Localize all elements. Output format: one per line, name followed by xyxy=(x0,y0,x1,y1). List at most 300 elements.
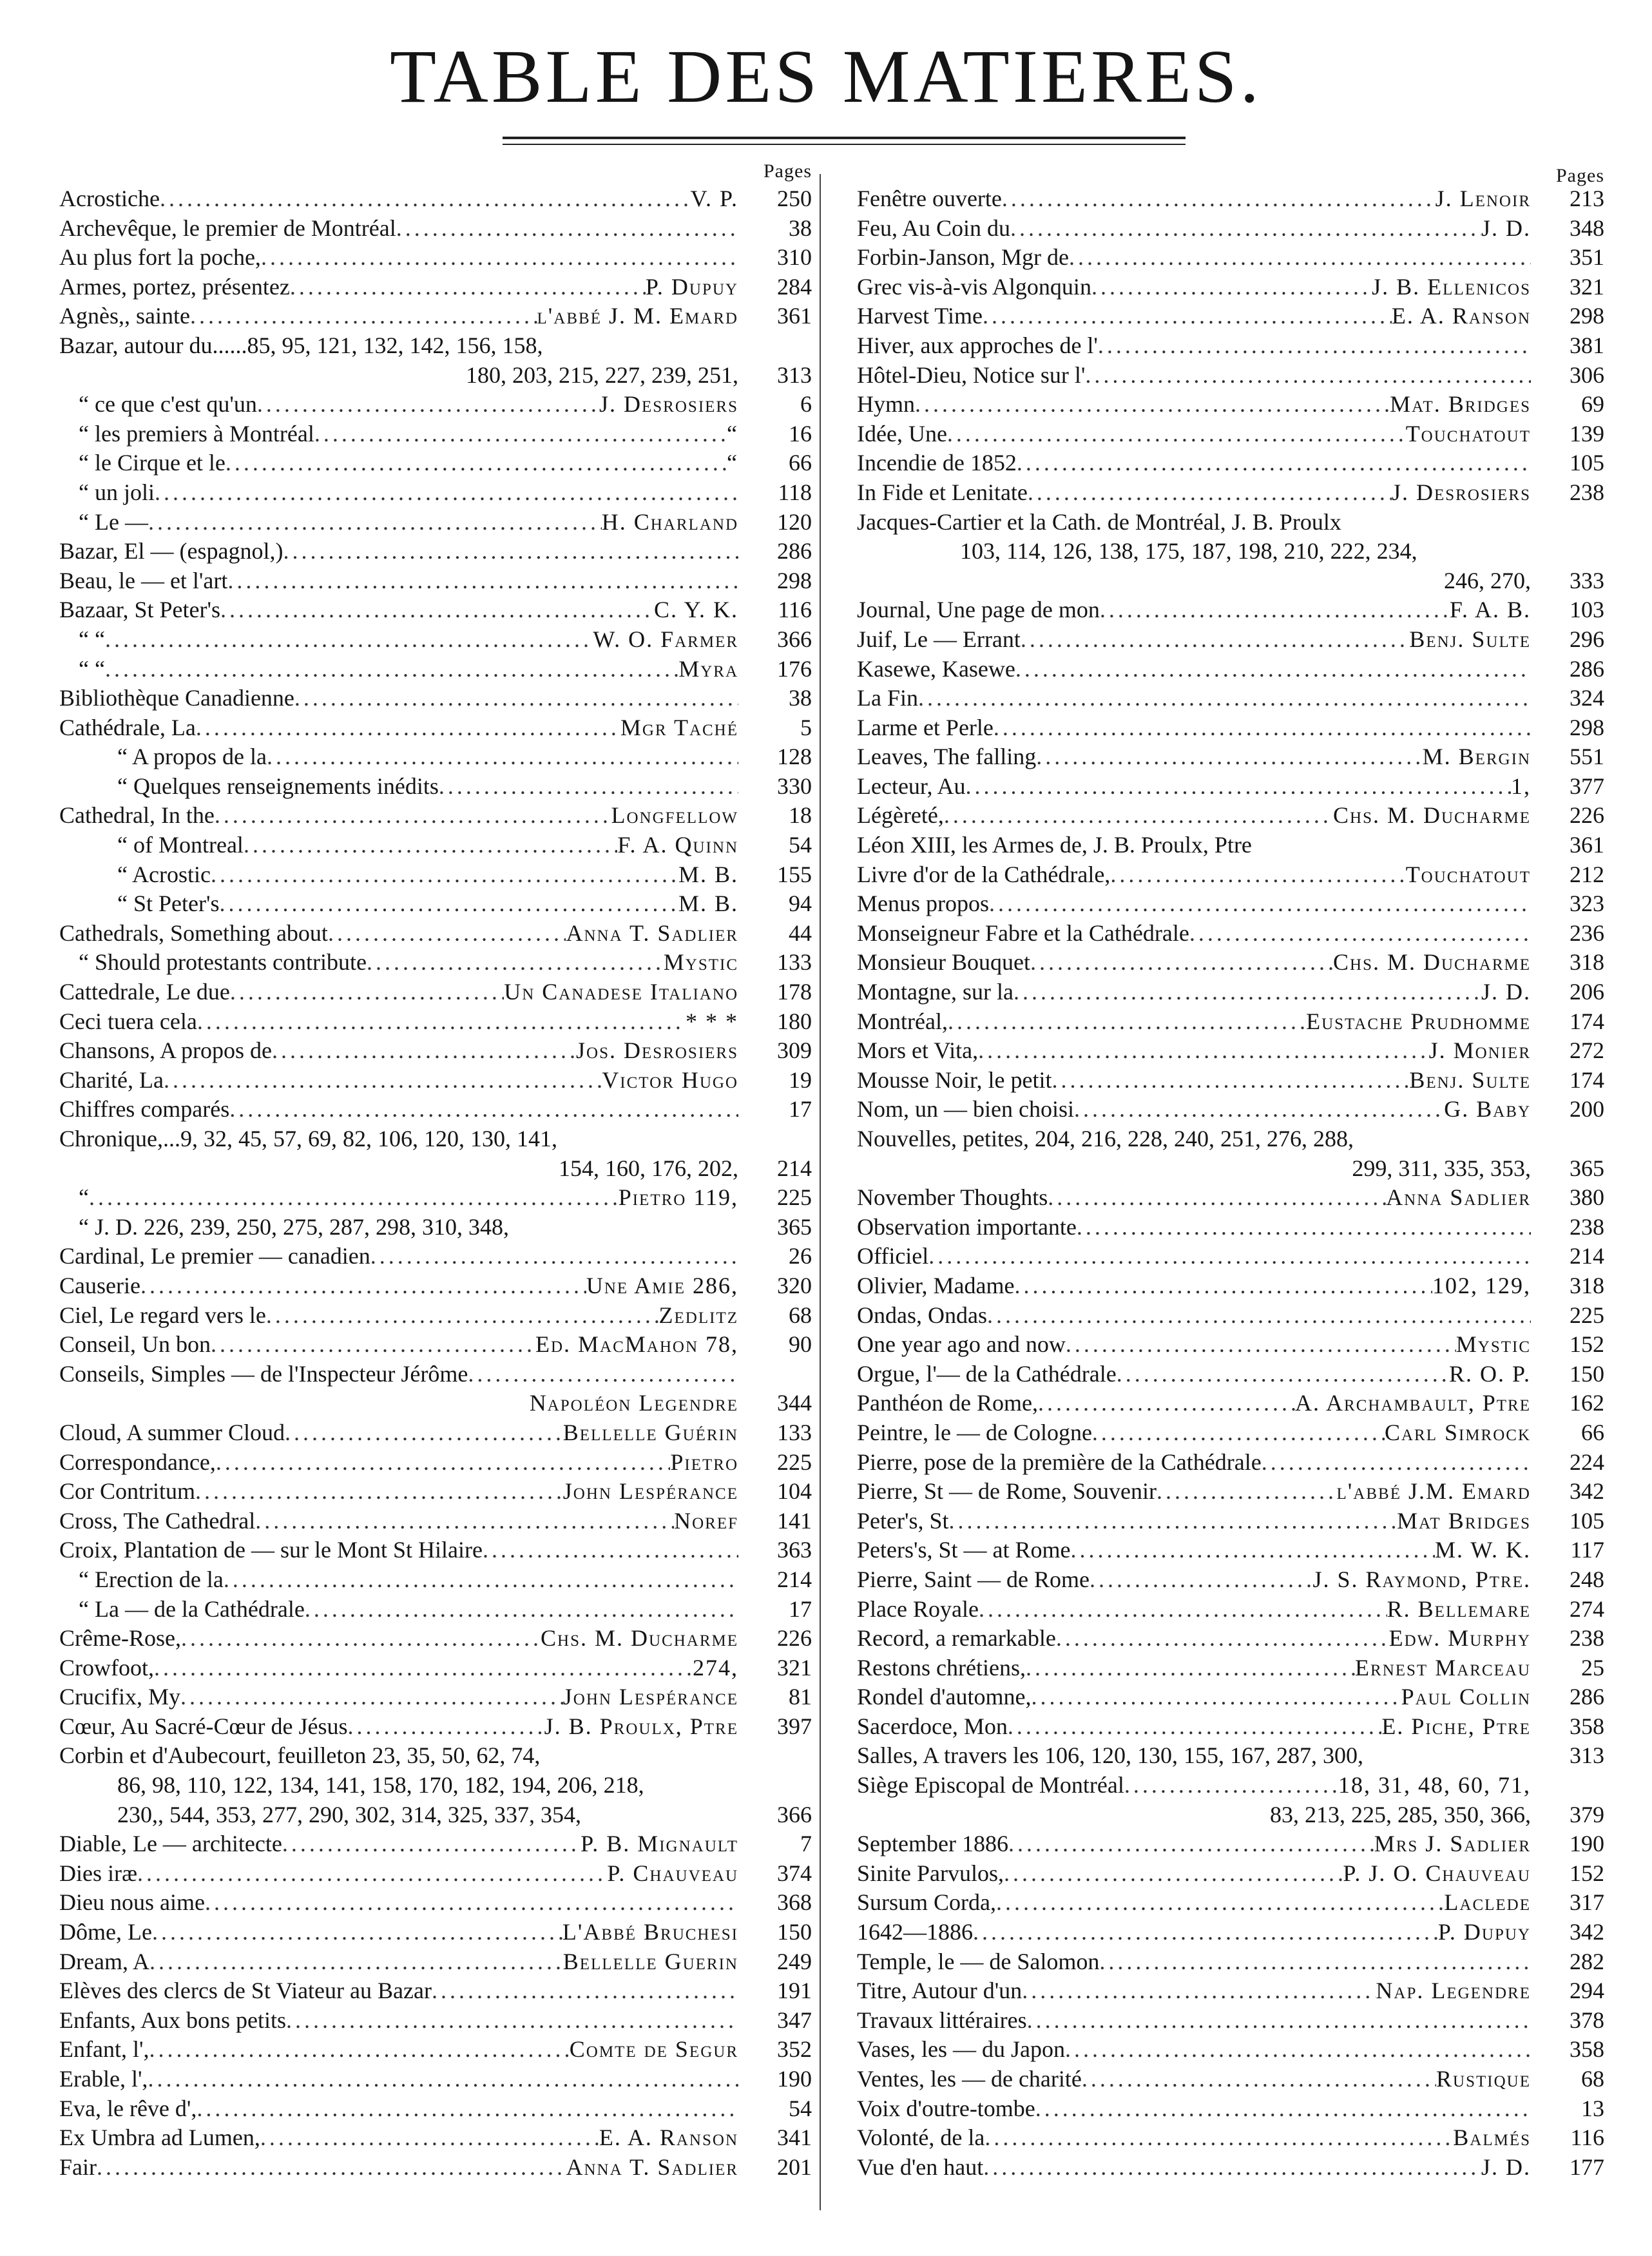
entry-author: P. J. O. Chauveau xyxy=(1343,1860,1531,1886)
entry-author: A. Archambault, Ptre xyxy=(1295,1390,1531,1416)
entry-page: 309 xyxy=(777,1037,812,1064)
entry-page: 81 xyxy=(789,1684,812,1710)
entry-author: J. Desrosiers xyxy=(599,391,738,418)
dot-leader xyxy=(160,184,691,214)
dot-leader xyxy=(396,214,738,244)
entry-page: 25 xyxy=(1581,1654,1604,1681)
entry-title: “ Quelques renseignements inédits xyxy=(117,773,439,799)
dot-leader xyxy=(928,1242,1531,1271)
dot-leader xyxy=(286,2006,738,2036)
dot-leader xyxy=(219,889,678,919)
entry-title: Salles, A travers les 106, 120, 130, 155, 167, 287, 300, xyxy=(857,1742,1363,1769)
toc-entry xyxy=(59,1859,812,1889)
entry-page: 248 xyxy=(1570,1566,1604,1592)
entry-page: 236 xyxy=(1570,920,1604,946)
dot-leader xyxy=(983,2153,1481,2183)
entry-title: Croix, Plantation de — sur le Mont St Hilaire xyxy=(59,1537,483,1563)
entry-page: 213 xyxy=(1570,186,1604,211)
entry-page: 238 xyxy=(1570,1213,1604,1240)
entry-page: 38 xyxy=(789,215,812,241)
entry-page: 342 xyxy=(1570,1919,1604,1945)
entry-page: 377 xyxy=(1570,773,1604,799)
dot-leader xyxy=(154,1653,693,1683)
toc-entry xyxy=(59,1360,812,1389)
toc-entry xyxy=(857,390,1604,419)
entry-page: 330 xyxy=(777,773,812,799)
toc-entry xyxy=(59,1976,812,2006)
entry-title: Kasewe, Kasewe xyxy=(857,655,1015,682)
entry-page: 162 xyxy=(1570,1390,1604,1416)
entry-title: Crucifix, My xyxy=(59,1684,180,1710)
entry-page: 139 xyxy=(1570,420,1604,447)
toc-entry xyxy=(857,1036,1604,1066)
dot-leader xyxy=(152,1918,562,1947)
entry-title: Cattedrale, Le due xyxy=(59,979,230,1005)
dot-leader xyxy=(944,801,1333,831)
toc-entry xyxy=(857,243,1604,273)
entry-title: Ciel, Le regard vers le xyxy=(59,1302,266,1328)
dot-leader xyxy=(1026,1653,1355,1683)
entry-page: 361 xyxy=(1570,832,1604,858)
toc-entry xyxy=(59,1418,812,1448)
entry-title: Elèves des clercs de St Viateur au Bazar xyxy=(59,1978,432,2004)
entry-page: 214 xyxy=(1570,1243,1604,1269)
entry-title: Ventes, les — de charité xyxy=(857,2066,1082,2092)
entry-author: Noref xyxy=(674,1507,738,1534)
entry-page: 6 xyxy=(800,391,812,418)
entry-title: Orgue, l'— de la Cathédrale xyxy=(857,1360,1117,1387)
toc-entry xyxy=(857,537,1604,566)
entry-author: Une Amie 286, xyxy=(586,1272,738,1298)
toc-entry xyxy=(857,595,1604,625)
dot-leader xyxy=(483,1536,738,1565)
toc-entry xyxy=(857,1918,1604,1947)
dot-leader xyxy=(261,243,738,273)
entry-page: 361 xyxy=(777,303,812,329)
dot-leader xyxy=(1074,1095,1444,1124)
entry-title: Larme et Perle xyxy=(857,714,994,740)
dot-leader xyxy=(1002,184,1436,214)
toc-entry xyxy=(59,1653,812,1683)
dot-leader xyxy=(328,919,566,949)
entry-page: 238 xyxy=(1570,479,1604,505)
entry-title: Hôtel-Dieu, Notice sur l' xyxy=(857,362,1086,388)
entry-title: 299, 311, 335, 353, xyxy=(1352,1155,1531,1181)
entry-page: 284 xyxy=(777,273,812,300)
entry-title: Corbin et d'Aubecourt, feuilleton 23, 35, 50, 62, 74, xyxy=(59,1742,541,1769)
entry-page: 90 xyxy=(789,1331,812,1358)
entry-author: Mat Bridges xyxy=(1397,1507,1531,1534)
dot-leader xyxy=(266,1301,659,1331)
entry-title: Cathédrale, La xyxy=(59,714,196,740)
entry-title: Erable, l', xyxy=(59,2066,148,2092)
entry-title: Titre, Autour d'un xyxy=(857,1978,1023,2004)
dot-leader xyxy=(1022,1976,1376,2006)
entry-author: C. Y. K. xyxy=(653,597,738,623)
dot-leader xyxy=(181,1624,541,1653)
entry-title: Travaux littéraires xyxy=(857,2007,1027,2033)
toc-entry xyxy=(857,713,1604,743)
entry-title: “ St Peter's xyxy=(117,891,220,917)
entry-page: 378 xyxy=(1570,2007,1604,2033)
entry-page: 225 xyxy=(777,1184,812,1211)
entry-title: “ Acrostic xyxy=(117,861,211,887)
dot-leader xyxy=(979,1595,1387,1625)
entry-author: Benj. Sulte xyxy=(1409,626,1531,652)
entry-page: 365 xyxy=(777,1213,812,1240)
entry-title: Monsieur Bouquet xyxy=(857,949,1030,976)
entry-page: 206 xyxy=(1570,979,1604,1005)
entry-page: 306 xyxy=(1570,362,1604,388)
entry-page: 313 xyxy=(1570,1742,1604,1769)
entry-page: 366 xyxy=(777,626,812,652)
entry-title: La Fin xyxy=(857,685,918,711)
entry-title: Cathedrals, Something about xyxy=(59,920,328,946)
entry-title: Sursum Corda, xyxy=(857,1889,996,1916)
entry-title: Enfants, Aux bons petits xyxy=(59,2007,286,2033)
toc-entry xyxy=(59,361,812,390)
dot-leader xyxy=(226,448,727,478)
dot-leader xyxy=(230,978,504,1007)
entry-title: Idée, Une xyxy=(857,420,947,447)
entry-title: “ Should protestants contribute xyxy=(79,949,367,976)
entry-title: Eva, le rêve d', xyxy=(59,2095,197,2121)
toc-entry xyxy=(857,684,1604,713)
entry-author: Chs. M. Ducharme xyxy=(1333,802,1531,829)
entry-author: 102, 129, xyxy=(1432,1272,1531,1298)
entry-title: Record, a remarkable xyxy=(857,1625,1056,1652)
toc-entry xyxy=(857,1595,1604,1625)
toc-entry xyxy=(857,1976,1604,2006)
entry-title: Cardinal, Le premier — canadien xyxy=(59,1243,370,1269)
entry-title: Cloud, A summer Cloud xyxy=(59,1419,285,1445)
entry-page: 224 xyxy=(1570,1449,1604,1475)
entry-title: Officiel xyxy=(857,1243,929,1269)
dot-leader xyxy=(1038,1389,1295,1418)
entry-author: M. B. xyxy=(678,861,738,887)
dot-leader xyxy=(1189,919,1531,949)
toc-entry xyxy=(59,1888,812,1918)
dot-leader xyxy=(1157,1477,1337,1507)
entry-author: Napoléon Legendre xyxy=(529,1390,738,1416)
toc-entry xyxy=(857,772,1604,802)
entry-page: 66 xyxy=(789,450,812,476)
toc-entry xyxy=(857,1741,1604,1771)
entry-author: Laclede xyxy=(1444,1889,1531,1916)
toc-entry xyxy=(59,1477,812,1507)
entry-page: 342 xyxy=(1570,1478,1604,1505)
entry-title: Cathedral, In the xyxy=(59,802,215,829)
toc-entry xyxy=(857,361,1604,390)
dot-leader xyxy=(1090,1565,1313,1595)
entry-title: Cœur, Au Sacré-Cœur de Jésus xyxy=(59,1713,348,1739)
entry-title: Observation importante xyxy=(857,1213,1077,1240)
dot-leader xyxy=(989,889,1531,919)
toc-entry xyxy=(59,713,812,743)
toc-entry xyxy=(59,1095,812,1124)
entry-title: “ xyxy=(79,1184,89,1211)
entry-page: 133 xyxy=(777,949,812,976)
entry-author: Jos. Desrosiers xyxy=(576,1037,738,1064)
entry-title: Diable, Le — architecte xyxy=(59,1831,282,1857)
entry-title: 83, 213, 225, 285, 350, 366, xyxy=(1270,1801,1531,1827)
toc-entry xyxy=(857,2094,1604,2124)
entry-author: Myra xyxy=(678,655,738,682)
dot-leader xyxy=(149,1947,563,1977)
entry-author: Zedlitz xyxy=(658,1302,738,1328)
toc-entry xyxy=(857,2035,1604,2065)
dot-leader xyxy=(1091,273,1372,302)
entry-author: P. Chauveau xyxy=(607,1860,738,1886)
dot-leader xyxy=(283,537,738,566)
dot-leader xyxy=(1056,1624,1389,1653)
entry-title: Bibliothèque Canadienne xyxy=(59,685,294,711)
entry-title: Correspondance, xyxy=(59,1449,216,1475)
entry-title: Vases, les — du Japon xyxy=(857,2036,1065,2063)
toc-entry xyxy=(59,1624,812,1653)
entry-page: 105 xyxy=(1570,450,1604,476)
entry-page: 17 xyxy=(789,1596,812,1622)
dot-leader xyxy=(148,2065,738,2094)
dot-leader xyxy=(1048,1183,1386,1213)
entry-author: Ernest Marceau xyxy=(1355,1654,1531,1681)
dot-leader xyxy=(155,478,738,508)
entry-page: 178 xyxy=(777,979,812,1005)
dot-leader xyxy=(1035,2094,1531,2124)
right-column xyxy=(857,159,1604,2182)
entry-page: 310 xyxy=(777,244,812,271)
entry-author: Pietro 119, xyxy=(618,1184,738,1211)
toc-entry xyxy=(59,1448,812,1478)
entry-page: 274 xyxy=(1570,1596,1604,1622)
dot-leader xyxy=(105,655,678,684)
entry-title: Dôme, Le xyxy=(59,1919,152,1945)
entry-page: 358 xyxy=(1570,2036,1604,2063)
toc-entry xyxy=(59,2094,812,2124)
dot-leader xyxy=(244,831,617,860)
dot-leader xyxy=(1066,1330,1456,1360)
toc-entry xyxy=(857,919,1604,949)
entry-page: 313 xyxy=(777,362,812,388)
entry-page: 347 xyxy=(777,2007,812,2033)
entry-page: 152 xyxy=(1570,1331,1604,1358)
dot-leader xyxy=(211,1330,535,1360)
dot-leader xyxy=(1036,742,1422,772)
dot-leader xyxy=(257,390,599,419)
dot-leader xyxy=(1008,1829,1374,1859)
entry-page: 68 xyxy=(789,1302,812,1328)
entry-title: Livre d'or de la Cathédrale, xyxy=(857,861,1111,887)
entry-title: Légèreté, xyxy=(857,802,944,829)
dot-leader xyxy=(89,1183,619,1213)
dot-leader xyxy=(1110,860,1405,890)
entry-author: Pietro xyxy=(670,1449,738,1475)
dot-leader xyxy=(996,1888,1444,1918)
toc-entry xyxy=(59,948,812,978)
toc-entry xyxy=(857,1859,1604,1889)
entry-title: Chiffres comparés xyxy=(59,1096,230,1123)
toc-entry xyxy=(59,1947,812,1977)
toc-entry xyxy=(59,1536,812,1565)
toc-entry xyxy=(857,1800,1604,1830)
entry-title: 180, 203, 215, 227, 239, 251, xyxy=(466,362,738,388)
dot-leader xyxy=(149,2035,569,2065)
entry-page: 286 xyxy=(1570,655,1604,682)
entry-title: Place Royale xyxy=(857,1596,979,1622)
entry-title: Conseil, Un bon xyxy=(59,1331,211,1358)
entry-title: Causerie xyxy=(59,1272,140,1298)
entry-title: Olivier, Madame xyxy=(857,1272,1015,1298)
toc-entry xyxy=(59,2153,812,2183)
toc-entry xyxy=(857,1624,1604,1653)
entry-page: 296 xyxy=(1570,626,1604,652)
entry-page: 226 xyxy=(777,1625,812,1652)
entry-title: Fenêtre ouverte xyxy=(857,186,1002,211)
toc-entry xyxy=(857,1360,1604,1389)
entry-title: Pierre, St — de Rome, Souvenir xyxy=(857,1478,1157,1505)
entry-title: Rondel d'automne, xyxy=(857,1684,1032,1710)
entry-author: Eustache Prudhomme xyxy=(1306,1008,1531,1034)
toc-entry xyxy=(59,2123,812,2153)
dot-leader xyxy=(305,1595,738,1625)
entry-page: 5 xyxy=(800,714,812,740)
toc-entry xyxy=(857,566,1604,596)
toc-entry xyxy=(59,243,812,273)
dot-leader xyxy=(1027,2006,1531,2036)
entry-page: 116 xyxy=(1570,2125,1604,2151)
dot-leader xyxy=(367,948,664,978)
entry-title: In Fide et Lenitate xyxy=(857,479,1028,505)
entry-title: Bazar, El — (espagnol,) xyxy=(59,538,283,564)
dot-leader xyxy=(148,508,602,537)
column-divider xyxy=(820,174,821,2210)
entry-page: 190 xyxy=(1570,1831,1604,1857)
toc-entry xyxy=(59,1829,812,1859)
dot-leader xyxy=(227,566,738,596)
entry-page: 366 xyxy=(777,1801,812,1827)
entry-page: 69 xyxy=(1581,391,1604,418)
entry-title: Juif, Le — Errant xyxy=(857,626,1021,652)
toc-entry xyxy=(857,978,1604,1007)
entry-title: Peters's, St — at Rome xyxy=(857,1537,1071,1563)
entry-title: “ “ xyxy=(79,655,105,682)
entry-page: 7 xyxy=(800,1831,812,1857)
entry-title: Fair xyxy=(59,2154,97,2180)
toc-entry xyxy=(59,742,812,772)
dot-leader xyxy=(1077,1213,1531,1242)
entry-page: 351 xyxy=(1570,244,1604,271)
dot-leader xyxy=(105,625,593,655)
entry-page: 201 xyxy=(777,2154,812,2180)
toc-entry xyxy=(59,508,812,537)
toc-entry xyxy=(857,1301,1604,1331)
entry-page: 365 xyxy=(1570,1155,1604,1181)
toc-entry xyxy=(59,2035,812,2065)
entry-author: Un Canadese Italiano xyxy=(504,979,738,1005)
toc-entry xyxy=(857,1829,1604,1859)
toc-entry xyxy=(59,772,812,802)
entry-page: 155 xyxy=(777,861,812,887)
entry-title: Mors et Vita, xyxy=(857,1037,979,1064)
entry-author: Longfellow xyxy=(611,802,738,829)
dot-leader xyxy=(140,1271,586,1301)
entry-title: “ un joli xyxy=(79,479,155,505)
dot-leader xyxy=(966,772,1512,802)
entry-author: P. B. Mignault xyxy=(581,1831,738,1857)
entry-title: 86, 98, 110, 122, 134, 141, 158, 170, 182, 194, 206, 218, xyxy=(117,1772,644,1798)
toc-entry xyxy=(59,978,812,1007)
dot-leader xyxy=(1052,1066,1410,1095)
toc-entry xyxy=(59,331,812,361)
entry-page: 381 xyxy=(1570,332,1604,358)
entry-page: 191 xyxy=(777,1978,812,2004)
entry-author: John Lespérance xyxy=(562,1684,738,1710)
entry-page: 117 xyxy=(1570,1537,1604,1563)
toc-entry xyxy=(59,889,812,919)
entry-title: Ceci tuera cela xyxy=(59,1008,197,1034)
entry-author: L'Abbé Bruchesi xyxy=(562,1919,738,1945)
entry-title: Siège Episcopal de Montréal xyxy=(857,1772,1124,1798)
dot-leader xyxy=(97,2153,566,2183)
pages-header-right: Pages xyxy=(1556,165,1604,186)
dot-leader xyxy=(1069,243,1531,273)
toc-entry xyxy=(59,302,812,331)
entry-title: Temple, le — de Salomon xyxy=(857,1948,1100,1974)
entry-page: 105 xyxy=(1570,1507,1604,1534)
entry-page: 94 xyxy=(789,891,812,917)
entry-title: Voix d'outre-tombe xyxy=(857,2095,1035,2121)
dot-leader xyxy=(973,1918,1438,1947)
toc-entry xyxy=(59,273,812,302)
dot-leader xyxy=(180,1682,563,1712)
entry-title: September 1886 xyxy=(857,1831,1008,1857)
toc-entry xyxy=(59,684,812,713)
entry-title: “ les premiers à Montréal xyxy=(79,420,314,447)
dot-leader xyxy=(164,1066,602,1095)
toc-entry xyxy=(857,214,1604,244)
entry-page: 286 xyxy=(1570,1684,1604,1710)
dot-leader xyxy=(1065,2035,1531,2065)
dot-leader xyxy=(290,273,646,302)
entry-page: 294 xyxy=(1570,1978,1604,2004)
entry-title: Forbin-Janson, Mgr de xyxy=(857,244,1069,271)
entry-author: J. D. xyxy=(1481,2154,1531,2180)
entry-author: E. A. Ranson xyxy=(1391,303,1531,329)
entry-page: 174 xyxy=(1570,1008,1604,1034)
entry-page: 68 xyxy=(1581,2066,1604,2092)
entry-title: Monseigneur Fabre et la Cathédrale xyxy=(857,920,1189,946)
entry-page: 26 xyxy=(789,1243,812,1269)
entry-title: Hiver, aux approches de l' xyxy=(857,332,1098,358)
entry-title: “ J. D. 226, 239, 250, 275, 287, 298, 310, 348, xyxy=(79,1213,509,1240)
toc-entry xyxy=(59,1918,812,1947)
entry-title: Sinite Parvulos, xyxy=(857,1860,1004,1886)
entry-page: 320 xyxy=(777,1272,812,1298)
toc-entry xyxy=(59,566,812,596)
dot-leader xyxy=(294,684,738,713)
entry-title: Montréal, xyxy=(857,1008,948,1034)
toc-entry xyxy=(857,1477,1604,1507)
dot-leader xyxy=(1082,2065,1436,2094)
entry-title: Peter's, St xyxy=(857,1507,949,1534)
dot-leader xyxy=(1117,1360,1449,1389)
entry-page: 323 xyxy=(1570,891,1604,917)
entry-title: Ondas, Ondas xyxy=(857,1302,987,1328)
dot-leader xyxy=(1098,331,1531,361)
entry-title: 103, 114, 126, 138, 175, 187, 198, 210, 222, 234, xyxy=(960,538,1417,564)
dot-leader xyxy=(1099,1947,1531,1977)
dot-leader xyxy=(1028,478,1392,508)
